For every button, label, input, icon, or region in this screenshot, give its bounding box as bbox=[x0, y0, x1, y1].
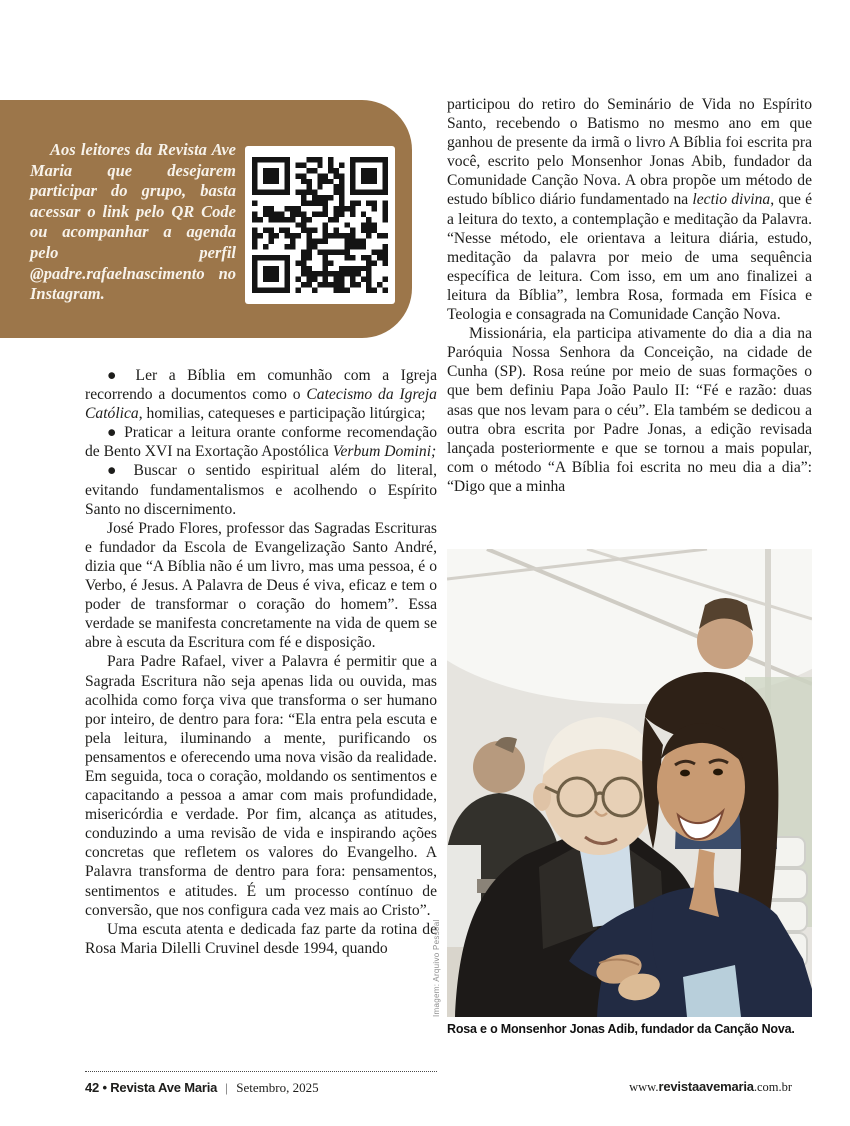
site-suffix: .com.br bbox=[753, 1080, 792, 1094]
paragraph-text: participou do retiro do Seminário de Vida no Espírito Santo, recebendo o Batismo no mesmo ano em que ganhou de presente da irmã o livro A Bíblia foi escrita pra você, escrito pelo Monsenhor Jonas Abib, fundador da Comunidade Canção Nova. A obra propõe um método de estudo bíblico diário fundamentado na bbox=[447, 96, 812, 209]
footer-left bbox=[85, 1071, 437, 1096]
body-paragraph: Uma escuta atenta e dedicada faz parte da rotina de Rosa Maria Dilelli Cruvinel desde 1994, quando bbox=[85, 920, 437, 957]
footer-page-number: 42 • Revista Ave Maria bbox=[85, 1080, 218, 1095]
body-paragraph bbox=[447, 95, 812, 324]
photo-caption: Rosa e o Monsenhor Jonas Adib, fundador da Canção Nova. bbox=[447, 1022, 795, 1036]
bullet-paragraph bbox=[85, 366, 437, 423]
paragraph-text: ● Ler a Bíblia em comunhão com a Igreja recorrendo a documentos como o bbox=[85, 367, 437, 404]
photo-credit: Imagem: Arquivo Pessoal bbox=[432, 919, 441, 1017]
article-photo bbox=[447, 549, 812, 1017]
bullet-paragraph bbox=[85, 423, 437, 461]
footer-separator: | bbox=[225, 1080, 229, 1095]
footer-issue-date: Setembro, 2025 bbox=[236, 1080, 319, 1095]
body-paragraph: José Prado Flores, professor das Sagradas Escrituras e fundador da Escola de Evangelização Santo André, dizia que “A Bíblia não é um livro, mas uma pessoa, é o Verbo, é Jesus. A Palavra de Deus é viva, eficaz e tem o poder de transformar o coração do homem”. Essa verdade se manifesta concretamente na vida de quem se abre à escuta da Escritura com fé e disposição. bbox=[85, 519, 437, 652]
bullet-paragraph: ● Buscar o sentido espiritual além do literal, evitando fundamentalismos e acolhendo o Espírito Santo no discernimento. bbox=[85, 462, 437, 518]
article-column-left bbox=[85, 366, 437, 958]
paragraph-italic: Verbum Domini; bbox=[332, 443, 437, 461]
paragraph-text: , que é a leitura do texto, a contemplação e meditação da Palavra. “Nesse método, ele orientava a leitura diária, estudo, meditação da palavra por meio de uma sequência específica de leitura. Com isso, em um ano finalizei a leitura da Bíblia”, lembra Rosa, formada em Física e Teologia e consagrada na Comunidade Canção Nova. bbox=[447, 191, 812, 324]
site-prefix: www. bbox=[629, 1080, 659, 1094]
paragraph-italic: Catecismo da Igreja Católica bbox=[85, 386, 437, 423]
paragraph-text: , homilias, catequeses e participação litúrgica; bbox=[138, 405, 426, 423]
body-paragraph: Missionária, ela participa ativamente do dia a dia na Paróquia Nossa Senhora da Conceição, na cidade de Cunha (SP). Rosa reúne por meio de suas formações o que bem definiu Papa João Paulo II: “Fé e razão: duas asas que nos levam para o céu”. Ela também se dedicou a outra obra escrita por Padre Jonas, a edição revisada lançada posteriormente e que se tornou a mais popular, com o método “A Bíblia foi escrita no meu dia a dia”: “Digo que a minha bbox=[447, 325, 812, 495]
site-name: revistaavemaria bbox=[658, 1079, 754, 1094]
reader-info-text: Aos leitores da Revista Ave Maria que desejarem participar do grupo, basta acessar o link pelo QR Code ou acompanhar a agenda pelo perfil @padre.rafaelnascimento no Instagram. bbox=[30, 140, 236, 304]
article-column-right bbox=[447, 95, 812, 496]
photo-illustration bbox=[447, 549, 812, 1017]
reader-info-box bbox=[0, 100, 412, 338]
footer-website bbox=[447, 1079, 792, 1095]
paragraph-italic: lectio divina bbox=[692, 191, 771, 209]
paragraph-text: ● Praticar a leitura orante conforme recomendação de Bento XVI na Exortação Apostólica bbox=[85, 424, 437, 461]
qr-code bbox=[245, 146, 395, 304]
body-paragraph: Para Padre Rafael, viver a Palavra é permitir que a Sagrada Escritura não seja apenas lida ou ouvida, mas acolhida como força viva que transforma o ser humano por inteiro, de dentro para fora: “Ela entra pela escuta e pela leitura, iluminando a mente, purificando os pensamentos e oferecendo uma nova visão da realidade. Em seguida, toca o coração, moldando os sentimentos e capacitando a pessoa a amar com mais profundidade, misericórdia e verdade. Por fim, alcança as atitudes, conduzindo a uma revisão de vida e inspirando ações concretas que refletem os valores do Evangelho. A Palavra transforma de dentro para fora: pensamentos, sentimentos e atitudes. É um processo contínuo de conversão, que nos configura cada vez mais ao Cristo”. bbox=[85, 653, 437, 919]
